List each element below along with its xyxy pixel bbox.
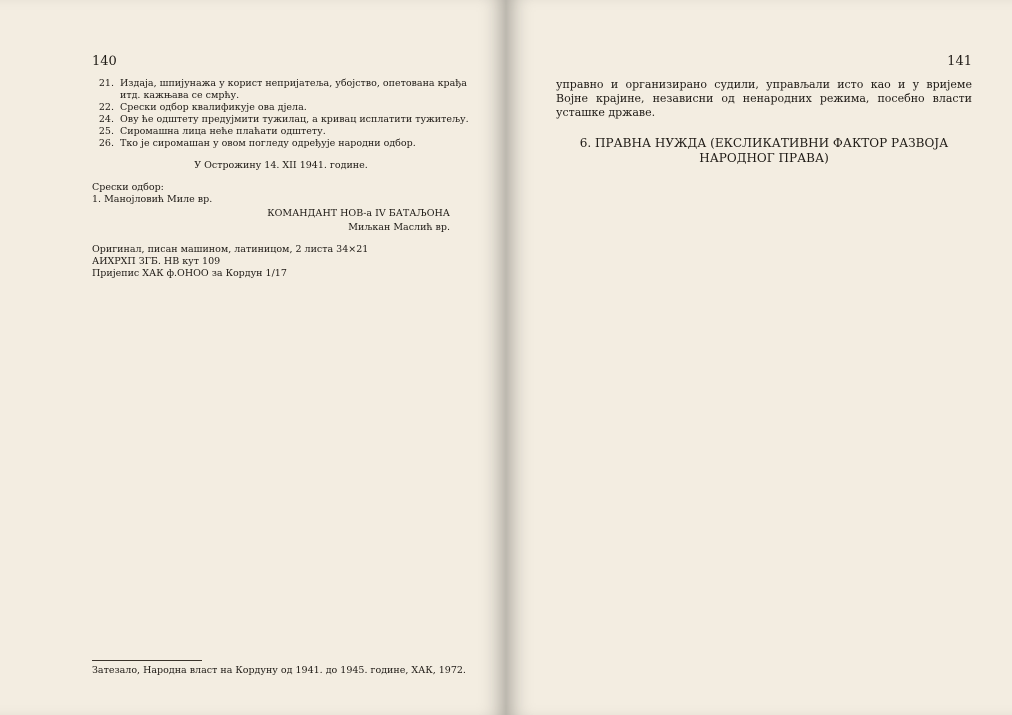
page-number: 141 [947,54,972,69]
item-number: 22. [98,102,114,113]
page-number: 140 [92,54,117,69]
source-note [92,244,470,280]
paragraph: управно и организирано судили, управљали исто као и у вријеме Војне крајине, независни од ненародних режима, посебно власти усташке државе. [556,78,972,119]
board-label: Срески одбор: [92,182,164,193]
commander-title: КОМАНДАНТ НОВ-а IV БАТАЉОНА [267,208,450,219]
board-member: 1. Манојловић Миле вр. [92,194,213,205]
footnote: Затезало, Народна власт на Кордуну од 1941. до 1945. године, ХАК, 1972. [92,665,466,676]
item-number: 21. [98,78,114,89]
numbered-provisions [92,78,470,150]
item-text: Сиромашна лица неће плаћати одштету. [120,126,326,137]
commander-name: Миљкан Маслић вр. [348,222,450,233]
list-item [92,102,470,114]
item-text: Срески одбор квалификује ова дјела. [120,102,307,113]
list-item [92,138,470,150]
section-title: 6. ПРАВНА НУЖДА (ЕКСЛИКАТИВНИ ФАКТОР РАЗВОЈА НАРОДНОГ ПРАВА) [579,136,949,165]
item-text: Ову ће одштету предујмити тужилац, а кривац исплатити тужитељу. [120,114,469,125]
item-number: 24. [98,114,114,125]
list-item [92,114,470,126]
archive-reference: АИХРХП ЗГБ. НВ кут 109 [92,256,221,267]
item-text: Издаја, шпијунажа у корист непријатеља, убојство, опетована крађа итд. кажњава се смрћу. [120,78,467,101]
list-item [92,78,470,102]
transcript-reference: Пријепис ХАК ф.ОНОО за Кордун 1/17 [92,268,287,279]
original-note: Оригинал, писан машином, латиницом, 2 листа 34×21 [92,244,369,255]
place-and-date: У Острожину 14. XII 1941. године. [194,160,368,171]
list-item [92,126,470,138]
footnote-rule [92,660,202,661]
right-page [506,0,1012,715]
item-number: 26. [98,138,114,149]
item-number: 25. [98,126,114,137]
signature-block [92,182,470,234]
item-text: Тко је сиромашан у овом погледу одређује народни одбор. [120,138,416,149]
